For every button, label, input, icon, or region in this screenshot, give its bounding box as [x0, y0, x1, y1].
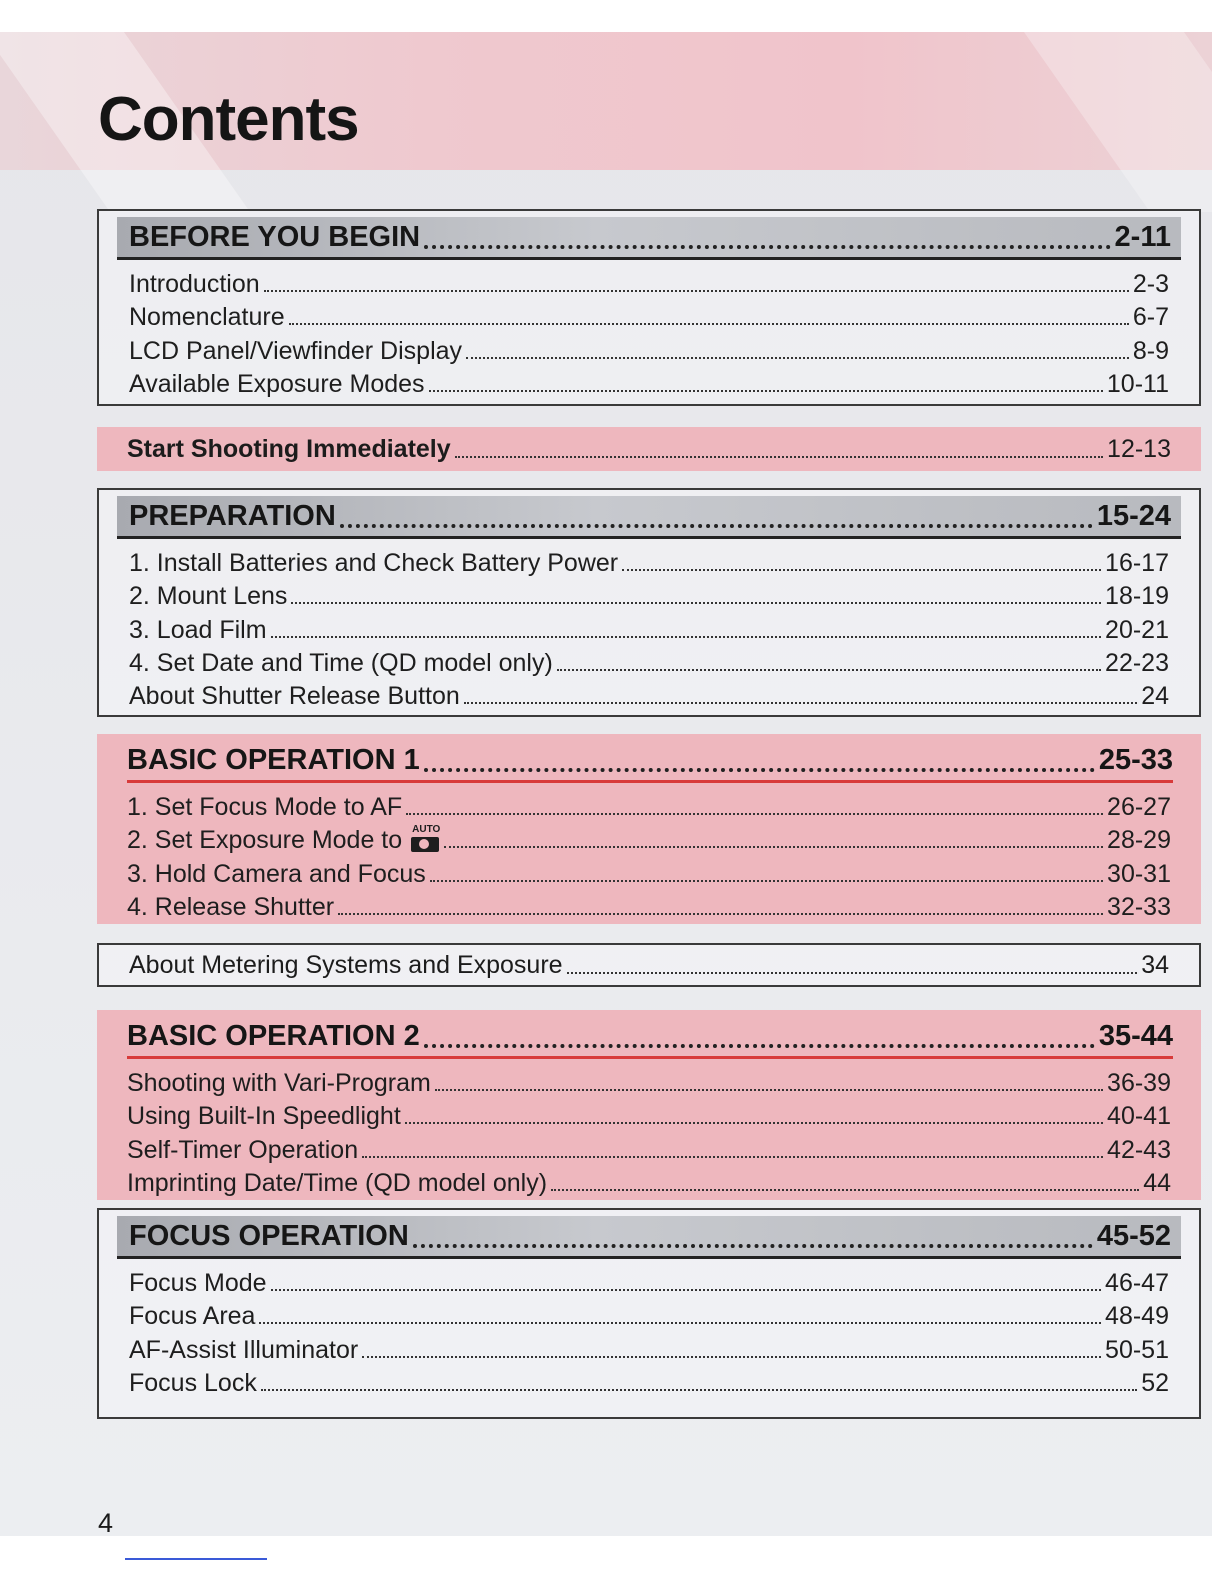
toc-entry[interactable] [129, 332, 1169, 365]
entry-pages: 16-17 [1105, 549, 1169, 578]
entry-label: About Metering Systems and Exposure [129, 950, 563, 979]
leader-dots [362, 1355, 1101, 1358]
entry-label: Start Shooting Immediately [127, 434, 451, 463]
entry-label: Focus Mode [129, 1269, 267, 1298]
leader-dots [551, 1188, 1139, 1191]
toc-entry [99, 945, 1199, 985]
toc-entry[interactable] [129, 299, 1169, 332]
leader-dots [455, 455, 1103, 458]
heading-label: FOCUS OPERATION [129, 1219, 409, 1252]
leader-dots [424, 1043, 1095, 1048]
toc-entry[interactable] [127, 1098, 1171, 1131]
leader-dots [271, 635, 1101, 638]
section-heading [117, 217, 1181, 260]
toc-entry[interactable] [129, 1331, 1169, 1364]
entry-pages: 48-49 [1105, 1302, 1169, 1331]
entry-label: Introduction [129, 270, 260, 299]
toc-entry[interactable] [129, 1365, 1169, 1398]
entry-list [99, 539, 1199, 711]
entry-label: Focus Area [129, 1302, 256, 1331]
toc-entry[interactable] [127, 1131, 1171, 1164]
entry-pages: 8-9 [1132, 336, 1169, 365]
heading-label: BASIC OPERATION 1 [127, 743, 420, 776]
entry-label: 1. Install Batteries and Check Battery Power [129, 549, 619, 578]
entry-label: Using Built-In Speedlight [127, 1102, 401, 1131]
entry-label: Self-Timer Operation [127, 1135, 359, 1164]
entry-pages: 36-39 [1107, 1069, 1171, 1098]
entry-label: 3. Hold Camera and Focus [127, 859, 426, 888]
section-heading [117, 1216, 1181, 1259]
leader-dots [557, 668, 1101, 671]
toc-entry[interactable] [129, 1265, 1169, 1298]
leader-dots [289, 322, 1129, 325]
heading-label: BEFORE YOU BEGIN [129, 220, 421, 253]
heading-label: BASIC OPERATION 2 [127, 1019, 420, 1052]
entry-pages: 28-29 [1107, 826, 1171, 855]
heading-pages: 45-52 [1096, 1219, 1171, 1252]
entry-label: 2. Mount Lens [129, 582, 288, 611]
toc-entry[interactable] [129, 645, 1169, 678]
entry-label: Shooting with Vari-Program [127, 1069, 431, 1098]
page-title: Contents [98, 85, 359, 154]
auto-camera-icon [410, 824, 441, 853]
entry-pages: 52 [1141, 1368, 1169, 1397]
section-heading [127, 740, 1173, 783]
entry-pages: 34 [1141, 950, 1169, 979]
entry-pages: 46-47 [1105, 1269, 1169, 1298]
bottom-link-underline [125, 1558, 267, 1560]
leader-dots [567, 971, 1138, 974]
entry-pages: 30-31 [1107, 859, 1171, 888]
page-number: 4 [98, 1508, 114, 1536]
entry-pages: 50-51 [1105, 1335, 1169, 1364]
section-metering[interactable] [97, 943, 1201, 987]
entry-list [97, 1059, 1201, 1198]
entry-label: 4. Release Shutter [127, 892, 335, 921]
toc-entry[interactable] [129, 1298, 1169, 1331]
leader-dots [261, 1388, 1137, 1391]
entry-label: AF-Assist Illuminator [129, 1335, 359, 1364]
entry-label: LCD Panel/Viewfinder Display [129, 336, 463, 365]
leader-dots [264, 289, 1129, 292]
leader-dots [424, 767, 1095, 772]
heading-pages: 35-44 [1098, 1019, 1173, 1052]
leader-dots [291, 601, 1101, 604]
leader-dots [424, 244, 1110, 249]
toc-entry[interactable] [129, 678, 1169, 711]
entry-label: Nomenclature [129, 303, 285, 332]
leader-dots [340, 523, 1093, 528]
toc-entry[interactable] [127, 1065, 1171, 1098]
leader-dots [413, 1243, 1093, 1248]
header-stripe [1010, 32, 1212, 212]
entry-pages: 32-33 [1107, 892, 1171, 921]
toc-entry[interactable] [127, 789, 1171, 822]
toc-entry[interactable] [129, 366, 1169, 399]
leader-dots [464, 701, 1137, 704]
entry-pages: 40-41 [1107, 1102, 1171, 1131]
entry-label: Available Exposure Modes [129, 369, 425, 398]
heading-pages: 25-33 [1098, 743, 1173, 776]
entry-list [99, 260, 1199, 399]
heading-pages: 2-11 [1114, 220, 1171, 253]
toc-entry[interactable] [129, 578, 1169, 611]
entry-list [97, 783, 1201, 922]
section-basic-operation-1 [97, 734, 1201, 924]
section-heading [127, 1016, 1173, 1059]
toc-entry [97, 427, 1201, 471]
entry-pages: 22-23 [1105, 648, 1169, 677]
entry-list [99, 1259, 1199, 1398]
leader-dots [406, 812, 1103, 815]
entry-label: 1. Set Focus Mode to AF [127, 793, 403, 822]
entry-pages: 26-27 [1107, 793, 1171, 822]
section-focus-operation [97, 1208, 1201, 1419]
leader-dots [444, 845, 1103, 848]
toc-entry[interactable] [127, 1165, 1171, 1198]
leader-dots [429, 389, 1103, 392]
entry-pages: 42-43 [1107, 1135, 1171, 1164]
entry-pages: 10-11 [1106, 369, 1169, 398]
toc-entry[interactable] [127, 822, 1171, 855]
entry-pages: 2-3 [1132, 270, 1169, 299]
entry-label: Imprinting Date/Time (QD model only) [127, 1168, 548, 1197]
leader-dots [362, 1155, 1103, 1158]
page [0, 32, 1212, 1536]
toc-entry[interactable] [129, 545, 1169, 578]
toc-entry[interactable] [127, 855, 1171, 888]
leader-dots [430, 879, 1103, 882]
entry-label: 3. Load Film [129, 615, 267, 644]
leader-dots [622, 568, 1101, 571]
leader-dots [259, 1321, 1101, 1324]
leader-dots [435, 1088, 1103, 1091]
leader-dots [271, 1288, 1101, 1291]
leader-dots [466, 356, 1129, 359]
entry-pages: 6-7 [1132, 303, 1169, 332]
entry-pages: 44 [1143, 1168, 1171, 1197]
section-basic-operation-2 [97, 1010, 1201, 1200]
section-preparation [97, 488, 1201, 717]
section-before-you-begin [97, 209, 1201, 406]
heading-pages: 15-24 [1096, 499, 1171, 532]
auto-icon-text: AUTO [412, 824, 441, 836]
toc-entry[interactable] [129, 266, 1169, 299]
entry-label: 4. Set Date and Time (QD model only) [129, 648, 553, 677]
entry-pages: 12-13 [1107, 434, 1171, 463]
heading-label: PREPARATION [129, 499, 336, 532]
leader-dots [405, 1121, 1103, 1124]
entry-label-text: 2. Set Exposure Mode to [127, 826, 403, 855]
entry-pages: 24 [1141, 681, 1169, 710]
entry-pages: 18-19 [1105, 582, 1169, 611]
leader-dots [338, 912, 1103, 915]
entry-label [127, 826, 440, 855]
entry-label: Focus Lock [129, 1368, 257, 1397]
entry-label: About Shutter Release Button [129, 681, 460, 710]
toc-entry[interactable] [129, 611, 1169, 644]
entry-pages: 20-21 [1105, 615, 1169, 644]
section-heading [117, 496, 1181, 539]
section-start-shooting[interactable] [97, 427, 1201, 471]
toc-entry[interactable] [127, 889, 1171, 922]
